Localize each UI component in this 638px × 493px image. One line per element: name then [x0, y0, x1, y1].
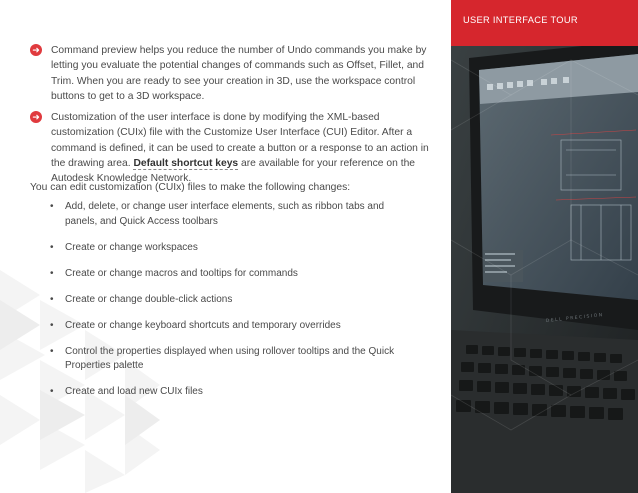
changes-intro: You can edit customization (CUIx) files to make the following changes:: [30, 182, 351, 193]
bullet-dot-icon: •: [50, 345, 54, 357]
bullet-paragraph-command-preview: [30, 43, 430, 104]
list-item: • Add, delete, or change user interface elements, such as ribbon tabs and panels, and Quick Access toolbars: [50, 201, 385, 227]
paragraph-text: [51, 110, 430, 186]
arrow-right-circle-icon: ➜: [30, 44, 42, 56]
laptop-brand-text: DELL PRECISION: [545, 312, 604, 324]
arrow-right-circle-icon: ➜: [30, 111, 42, 123]
paragraph-text-after: are available for your reference on the Autodesk Knowledge Network.: [51, 157, 416, 185]
list-item: • Create or change workspaces: [50, 241, 410, 256]
paragraph-text: Command preview helps you reduce the number of Undo commands you make by letting you evaluate the potential changes of commands such as Offset, Fillet, and Trim. When you are ready to see your creation in 3D, use the workspace control buttons to get to a 3D workspace.: [51, 45, 427, 102]
paragraph-text-before: Customization of the user interface is done by modifying the XML-based customization (CUIx) file with the Customize User Interface (CUI) Editor. After a command is defined, it can be used to create a button or a response to an action in the drawing area.: [51, 112, 429, 169]
list-item: • Control the properties displayed when using rollover tooltips and the Quick Properties palette: [50, 345, 395, 371]
default-shortcut-keys-link[interactable]: Default shortcut keys: [133, 157, 239, 169]
bullet-dot-icon: •: [50, 386, 54, 397]
list-item: • Create or change keyboard shortcuts and temporary overrides: [50, 319, 410, 334]
section-title: USER INTERFACE TOUR: [463, 15, 578, 25]
section-header-bar: [451, 0, 638, 46]
laptop-illustration: [451, 0, 638, 493]
bullet-dot-icon: •: [50, 293, 54, 305]
list-item: • Create and load new CUIx files: [50, 385, 410, 400]
list-item: • Create or change macros and tooltips for commands: [50, 267, 410, 282]
bullet-paragraph-customization: [30, 110, 430, 186]
bullet-dot-icon: •: [50, 201, 54, 212]
laptop-photo: [451, 0, 638, 493]
bullet-dot-icon: •: [50, 319, 54, 331]
bullet-dot-icon: •: [50, 267, 54, 279]
list-item: • Create or change double-click actions: [50, 293, 410, 308]
changes-list: [50, 200, 410, 411]
bullet-dot-icon: •: [50, 241, 54, 253]
